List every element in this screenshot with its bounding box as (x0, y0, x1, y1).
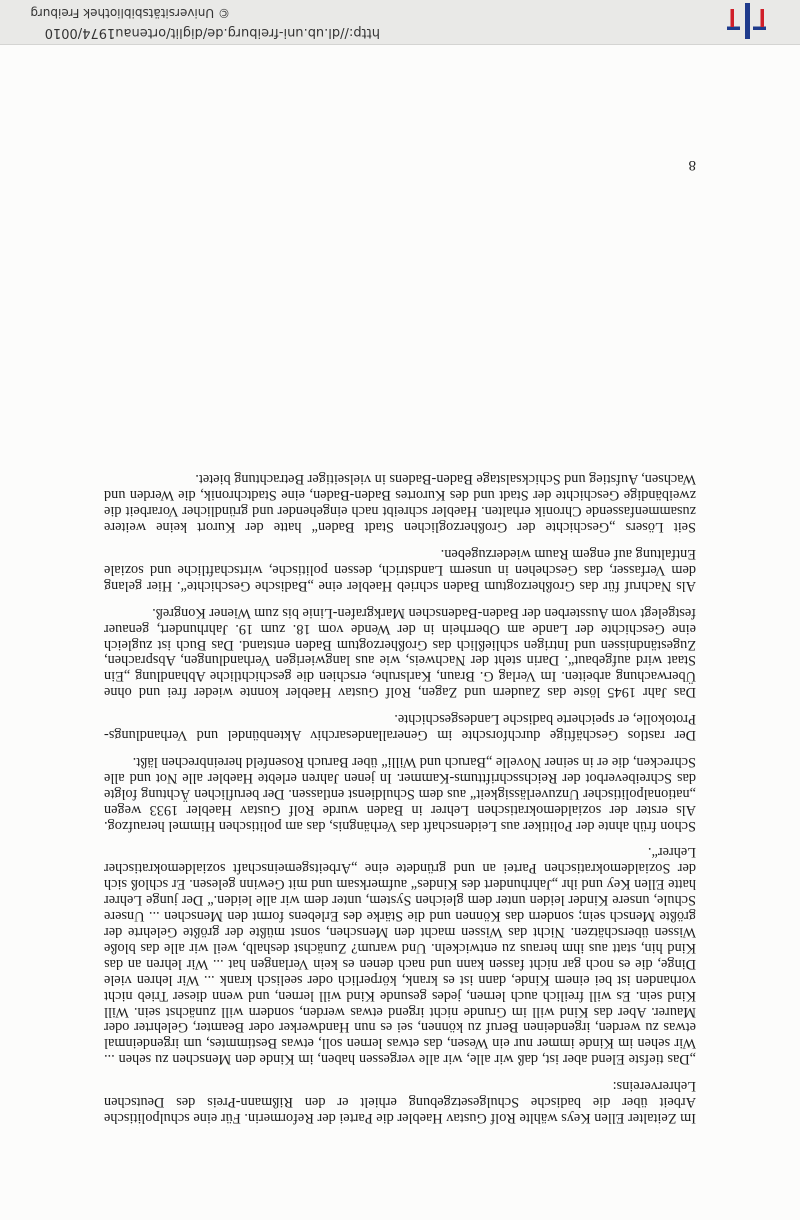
paragraph-1945: Das Jahr 1945 löste das Zaudern und Zagen, Rolf Gustav Haebler konnte wieder frei und ohne Überwachung arbeiten. Im Verlag G. Braun, Karlsruhe, erschien die geschichtliche Abhandlung „Ein Staat wird aufgebaut“. Darin steht der Nachweis, wie aus langwierigen Verhandlungen, Absprachen, Zugeständnissen und Intrigen schließlich das Großherzogtum Baden entstand. Das Buch ist zugleich eine Geschichte der Lande am Oberrhein in der Wende vom 18. zum 19. Jahrhundert, genauer festgelegt vom Aussterben der Baden-Badenschen Markgrafen-Linie bis zum Wiener Kongreß. (104, 604, 696, 701)
digitization-footer (0, 0, 800, 45)
paragraph-badische-geschichte: Als Nachruf für das Großherzogtum Baden schrieb Haebler eine „Badische Geschichte“. Hier gelang dem Verfasser, das Geschehen in unserm Landstrich, dessen politische, wirtschaftliche und soziale Entfaltung auf engem Raum wiederzugeben. (104, 546, 696, 594)
source-url-link[interactable]: http://dl.ub.uni-freiburg.de/diglit/ortenau1974/0010 (44, 25, 380, 40)
paragraph-politics: Schon früh ahnte der Politiker aus Leidenschaft das Verhängnis, das am politischen Himmel heraufzog. Als erster der sozialdemokratischen Lehrer in Baden wurde Rolf Gustav Haebler 1933 wegen „nationalpolitischer Unzuverlässigkeit“ aus dem Schuldienst entlassen. Der beruflichen Ächtung folgte das Schreibeverbot der Reichsschrifttums-Kammer. In jenen Jahren erlebte Haebler alle Not und alle Schrecken, die er in seiner Novelle „Baruch und Willi“ über Baruch Rosenfeld hereinbrechen läßt. (104, 753, 696, 834)
paragraph-stadtchronik: Seit Lösers „Geschichte der Großherzoglichen Stadt Baden“ hatte der Kurort keine weitere zusammenfassende Chronik erhalten. Haebler schreibt nach eingehender und gründlicher Vorarbeit die zweibändige Geschichte der Stadt und des Kurortes Baden-Baden, eine Stadtchronik, die Werden und Wachsen, Aufstieg und Schicksalstage Baden-Badens in vielseitiger Betrachtung bietet. (104, 471, 696, 536)
paragraph-quote: „Das tiefste Elend aber ist, daß wir alle, wir alle vergessen haben, im Kinde den Menschen zu sehen ... Wir sehen im Kinde immer nur ein Wesen, das etwas lernen soll, etwas Bestimmtes, um irgendeinmal etwas zu werden, irgendeinen Beruf zu können, sei es nun Handwerker oder Beamter, Gelehrter oder Maurer. Aber das Kind will im Grunde nicht irgend etwas werden, sondern will zunächst sein. Will Kind sein. Es will freilich auch lernen, jedes gesunde Kind will lernen, und wenn dieser Trieb nicht vorhanden ist bei einem Kinde, dann ist es krank, körperlich oder seelisch krank ... Wir lehren viele Dinge, die es noch gar nicht fassen kann und nach denen es kein Verlangen hat ... Wir lehren an das Kind hin, statt aus ihm heraus zu entwickeln. Und warum? Zunächst deshalb, weil wir alle das bloße Wissen überschätzen. Nicht das Wissen macht den Menschen, sonst müßte der größte Gelehrte der größte Mensch sein; sondern das Können und die Stärke des Erlebens formt den Menschen ... Unsere Schule, unsere Kinder leiden unter dem gleichen System, unter dem wir alle leiden.“ Der junge Lehrer hatte Ellen Key und ihr „Jahrhundert des Kindes“ aufmerksam und mit Gewinn gelesen. Er schloß sich der Sozialdemokratischen Partei an und gründete eine „Arbeitsgemeinschaft sozialdemokratischer Lehrer“. (104, 844, 696, 1068)
copyright-notice: © Universitätsbibliothek Freiburg (30, 6, 230, 20)
paragraph-intro: Im Zeitalter Ellen Keys wählte Rolf Gustav Haebler die Partei der Reformerin. Für eine schulpolitische Arbeit über die badische Schulgesetzgebung erhielt er den Rißmann-Preis des Deutschen Lehrervereins: (104, 1078, 696, 1126)
page-number: 8 (688, 157, 696, 173)
paragraph-archive: Der rastlos Geschäftige durchforschte im Generallandesarchiv Aktenbündel und Verhandlungs-Protokolle, er speicherte badische Landesgeschichte. (104, 711, 696, 744)
body-text (104, 459, 696, 1125)
ub-freiburg-logo-icon (722, 1, 772, 41)
